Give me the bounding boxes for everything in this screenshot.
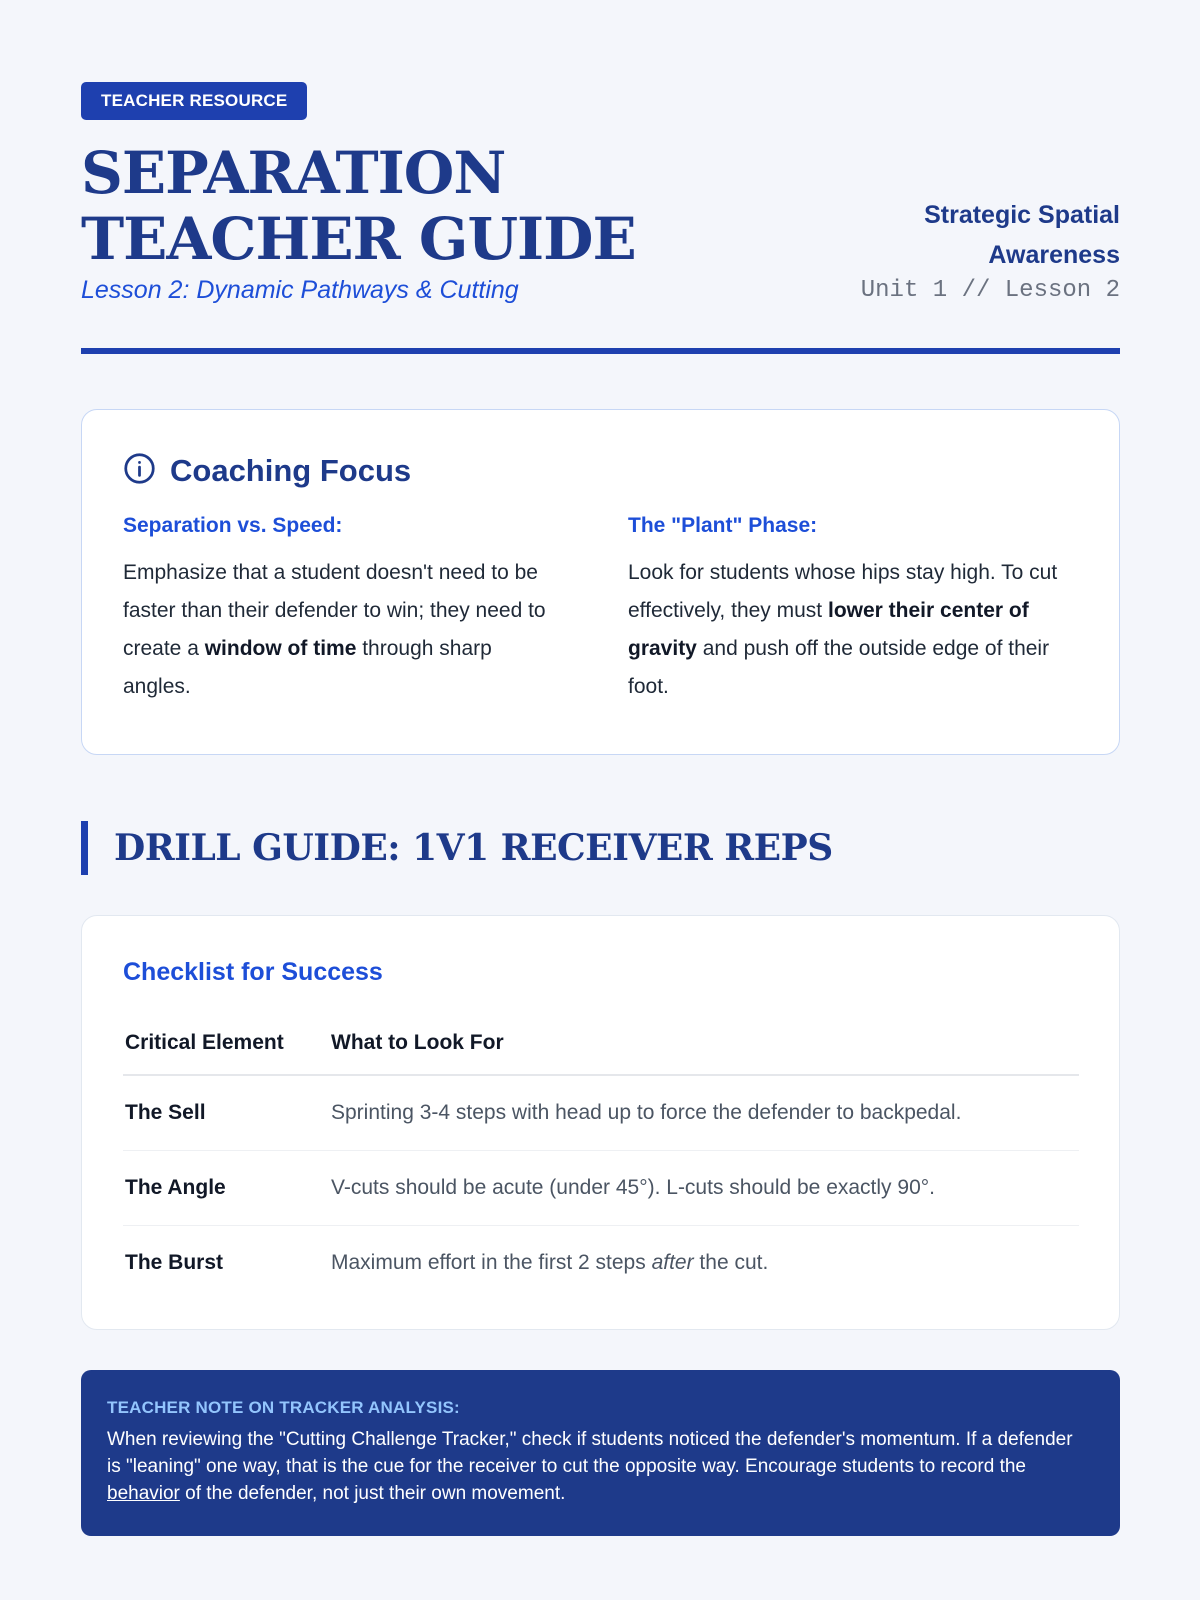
- text-segment: Look for students whose hips stay high. To cut effectively, they must: [628, 561, 1058, 622]
- table-row: [123, 1225, 1079, 1300]
- text-segment: Emphasize that a student doesn't need to be faster than their defender to win; they need to create a: [123, 561, 546, 660]
- table-row: [123, 1075, 1079, 1150]
- meta-title: Strategic Spatial Awareness: [924, 201, 1120, 269]
- checklist-table: [123, 1011, 1079, 1300]
- checklist-card: [81, 915, 1120, 1330]
- info-circle-icon: [123, 452, 156, 490]
- coaching-subheading: Separation vs. Speed:: [123, 514, 343, 537]
- text-segment: through sharp angles.: [123, 637, 492, 698]
- element-cell: The Sell: [123, 1075, 329, 1150]
- look-cell: [329, 1225, 1079, 1300]
- text-segment: Maximum effort in the first 2 steps: [331, 1250, 652, 1274]
- text-segment: the cut.: [693, 1250, 769, 1274]
- text-emphasis: behavior: [107, 1483, 180, 1504]
- text-segment: of the defender, not just their own movement.: [179, 1483, 566, 1504]
- coaching-focus-card: [81, 409, 1120, 755]
- text-emphasis: window of time: [204, 637, 357, 660]
- coaching-text: [123, 554, 560, 706]
- coaching-column-plant: [628, 514, 1065, 706]
- header: [81, 82, 1120, 354]
- text-emphasis: lower their center of gravity: [628, 599, 1029, 660]
- coaching-focus-header: [123, 452, 1079, 490]
- meta-unit: Unit 1 // Lesson 2: [860, 277, 1120, 304]
- element-cell: The Burst: [125, 1250, 224, 1274]
- checklist-title: Checklist for Success: [123, 958, 383, 986]
- table-header-row: [123, 1011, 1079, 1075]
- coaching-subheading: The "Plant" Phase:: [628, 514, 818, 537]
- teacher-note-text: [107, 1426, 1090, 1507]
- drill-heading: [81, 821, 1120, 875]
- text-segment: When reviewing the "Cutting Challenge Tracker," check if students noticed the defender's momentum. If a defender is "leaning" one way, that is the cue for the receiver to cut the opposite way. Encourage students to record the: [107, 1429, 1073, 1477]
- teacher-note-title: TEACHER NOTE ON TRACKER ANALYSIS:: [107, 1398, 460, 1417]
- look-cell: V-cuts should be acute (under 45°). L-cuts should be exactly 90°.: [329, 1150, 1079, 1225]
- table-row: [123, 1150, 1079, 1225]
- column-header: Critical Element: [123, 1011, 329, 1075]
- coaching-column-separation: [123, 514, 560, 706]
- header-meta: [820, 195, 1120, 304]
- look-cell: Sprinting 3-4 steps with head up to force the defender to backpedal.: [329, 1075, 1079, 1150]
- coaching-text: [628, 554, 1065, 706]
- text-segment: and push off the outside edge of their foot.: [628, 637, 1050, 698]
- coaching-columns: [123, 514, 1079, 706]
- coaching-focus-title: Coaching Focus: [170, 453, 412, 488]
- resource-badge: TEACHER RESOURCE: [81, 82, 307, 120]
- teacher-note: [81, 1370, 1120, 1536]
- drill-title: DRILL GUIDE: 1V1 RECEIVER REPS: [114, 827, 833, 869]
- lesson-subtitle: Lesson 2: Dynamic Pathways & Cutting: [81, 276, 519, 304]
- column-header: What to Look For: [329, 1011, 1079, 1075]
- header-divider: [81, 348, 1120, 354]
- page-title: SEPARATION TEACHER GUIDE: [81, 139, 636, 273]
- text-emphasis: after: [651, 1250, 694, 1274]
- element-cell: The Angle: [123, 1150, 329, 1225]
